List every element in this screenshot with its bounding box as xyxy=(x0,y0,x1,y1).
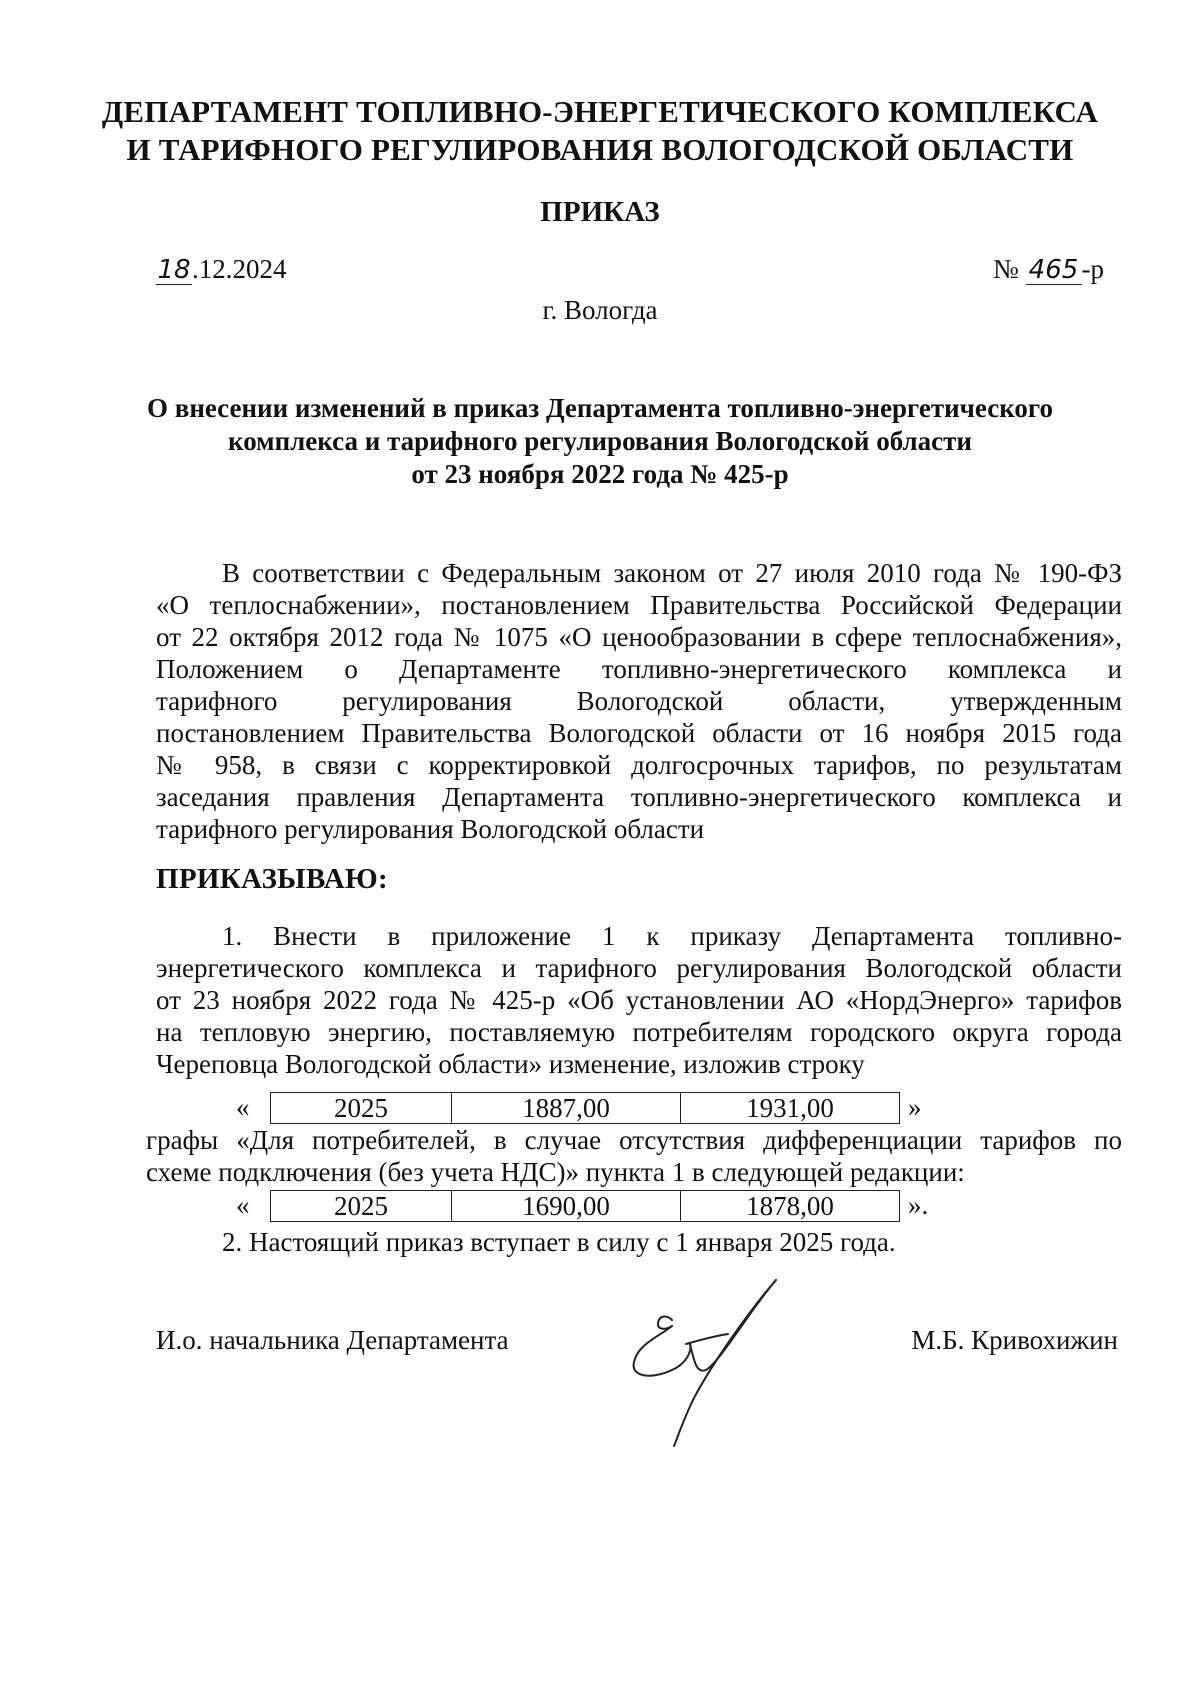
preamble-line: «О теплоснабжении», постановлением Правительства Российской Федерации xyxy=(156,590,1122,620)
item-1-line: энергетического комплекса и тарифного регулирования Вологодской области xyxy=(156,953,1122,983)
new-row-table xyxy=(270,1190,900,1222)
number-handwritten: 465 xyxy=(1026,256,1082,285)
order-word: ПРИКАЗЫВАЮ: xyxy=(156,863,388,895)
preamble-line: Положением о Департаменте топливно-энергетического комплекса и xyxy=(156,654,1122,684)
old-row-close-quote: » xyxy=(908,1092,922,1122)
document-type: ПРИКАЗ xyxy=(540,196,660,228)
item-1-cont-line: графы «Для потребителей, в случае отсутствия дифференциации тарифов по xyxy=(146,1125,1122,1155)
city: г. Вологда xyxy=(542,295,658,325)
item-1-continuation xyxy=(146,1124,1122,1188)
number-suffix: -р xyxy=(1081,254,1104,284)
old-row-year: 2025 xyxy=(271,1093,452,1124)
item-1-line: Череповца Вологодской области» изменение, изложив строку xyxy=(156,1049,865,1079)
item-2-paragraph xyxy=(156,1226,1122,1258)
preamble-line: тарифного регулирования Вологодской области, утвержденным xyxy=(156,686,1122,716)
date-day-handwritten: 18 xyxy=(157,255,191,285)
signer-name: М.Б. Кривохижин xyxy=(911,1325,1118,1355)
old-row xyxy=(236,1092,936,1124)
signer-position: И.о. начальника Департамента xyxy=(156,1325,509,1355)
document-title xyxy=(0,392,1200,491)
document-number xyxy=(993,254,1104,285)
item-1-line: от 23 ноября 2022 года № 425-р «Об установлении АО «НордЭнерго» тарифов xyxy=(156,985,1122,1015)
item-1-line: 1. Внести в приложение 1 к приказу Департамента топливно- xyxy=(222,921,1122,951)
new-row-value-2: 1878,00 xyxy=(681,1191,900,1222)
document-title-line3: от 23 ноября 2022 года № 425-р xyxy=(411,459,789,489)
old-row-table xyxy=(270,1092,900,1124)
preamble-line: постановлением Правительства Вологодской области от 16 ноября 2015 года xyxy=(156,718,1122,748)
document-title-line2: комплекса и тарифного регулирования Вологодской области xyxy=(228,426,972,456)
new-row-open-quote: « xyxy=(236,1190,250,1220)
new-row-close-quote: ». xyxy=(908,1190,929,1220)
item-1-paragraph xyxy=(156,920,1122,1080)
old-row-value-1: 1887,00 xyxy=(452,1093,681,1124)
number-prefix: № xyxy=(992,254,1019,284)
preamble-paragraph xyxy=(156,557,1122,845)
preamble-line: № 958, в связи с корректировкой долгосрочных тарифов, по результатам xyxy=(156,750,1122,780)
new-row-value-1: 1690,00 xyxy=(452,1191,681,1222)
item-1-cont-line: схеме подключения (без учета НДС)» пункта 1 в следующей редакции: xyxy=(146,1157,965,1187)
document-date xyxy=(156,254,287,285)
preamble-line: В соответствии с Федеральным законом от 27 июля 2010 года № 190-ФЗ xyxy=(222,558,1122,588)
new-row-year: 2025 xyxy=(271,1191,452,1222)
department-header-line2: И ТАРИФНОГО РЕГУЛИРОВАНИЯ ВОЛОГОДСКОЙ ОБЛАСТИ xyxy=(126,132,1074,167)
document-title-line1: О внесении изменений в приказ Департамента топливно-энергетического xyxy=(146,393,1053,423)
department-header-line1: ДЕПАРТАМЕНТ ТОПЛИВНО-ЭНЕРГЕТИЧЕСКОГО КОМПЛЕКСА xyxy=(101,94,1099,129)
department-header xyxy=(0,93,1200,169)
preamble-line: заседания правления Департамента топливно-энергетического комплекса и xyxy=(156,782,1122,812)
preamble-line: от 22 октября 2012 года № 1075 «О ценообразовании в сфере теплоснабжения», xyxy=(156,622,1122,652)
new-row xyxy=(236,1190,956,1222)
preamble-line: тарифного регулирования Вологодской области xyxy=(156,814,705,844)
handwritten-signature xyxy=(620,1270,800,1450)
item-1-line: на тепловую энергию, поставляемую потребителям городского округа города xyxy=(156,1017,1122,1047)
old-row-open-quote: « xyxy=(236,1092,250,1122)
date-rest: .12.2024 xyxy=(192,254,287,284)
item-2-line: 2. Настоящий приказ вступает в силу с 1 января 2025 года. xyxy=(222,1227,896,1257)
old-row-value-2: 1931,00 xyxy=(681,1093,900,1124)
